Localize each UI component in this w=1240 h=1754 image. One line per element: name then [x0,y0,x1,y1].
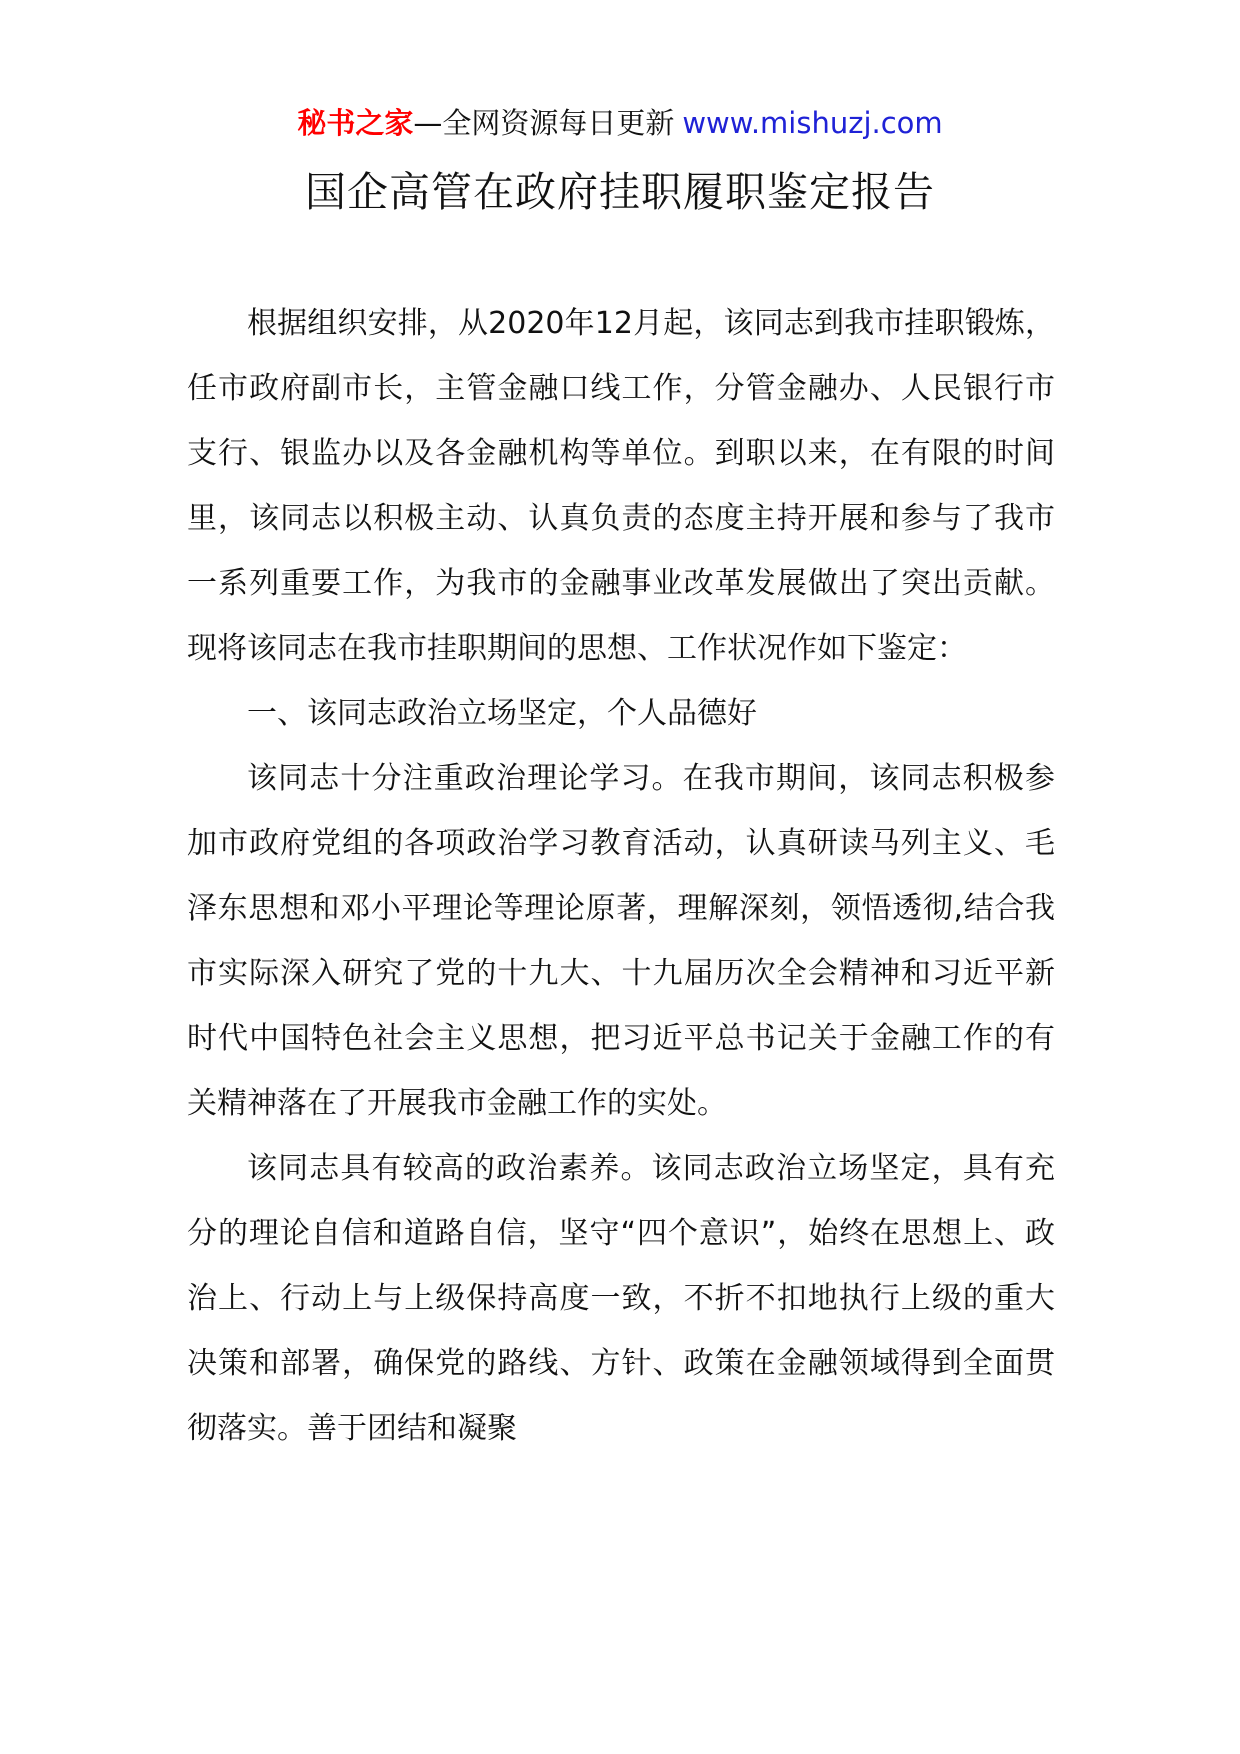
body-paragraph-study: 该同志十分注重政治理论学习。在我市期间，该同志积极参加市政府党组的各项政治学习教育活动，认真研读马列主义、毛泽东思想和邓小平理论等理论原著，理解深刻，领悟透彻,结合我市实际深入研究了党的十九大、十九届历次全会精神和习近平新时代中国特色社会主义思想，把习近平总书记关于金融工作的有关精神落在了开展我市金融工作的实处。 [187,761,1055,1121]
site-header [0,103,1240,143]
document-title: 国企高管在政府挂职履职鉴定报告 [305,168,935,216]
site-brand: 秘书之家 [297,106,414,140]
site-url-link[interactable]: www.mishuzj.com [682,106,943,140]
site-slogan: —全网资源每日更新 [413,106,675,140]
document-body [187,291,1055,1461]
body-paragraph-intro: 根据组织安排，从2020年12月起，该同志到我市挂职锻炼，任市政府副市长，主管金融口线工作，分管金融办、人民银行市支行、银监办以及各金融机构等单位。到职以来，在有限的时间里，该同志以积极主动、认真负责的态度主持开展和参与了我市一系列重要工作，为我市的金融事业改革发展做出了突出贡献。现将该同志在我市挂职期间的思想、工作状况作如下鉴定： [187,306,1055,666]
section-heading-1: 一、该同志政治立场坚定，个人品德好 [247,696,757,731]
body-paragraph-political: 该同志具有较高的政治素养。该同志政治立场坚定，具有充分的理论自信和道路自信，坚守“四个意识”，始终在思想上、政治上、行动上与上级保持高度一致，不折不扣地执行上级的重大决策和部署，确保党的路线、方针、政策在金融领域得到全面贯彻落实。善于团结和凝聚 [187,1151,1055,1446]
